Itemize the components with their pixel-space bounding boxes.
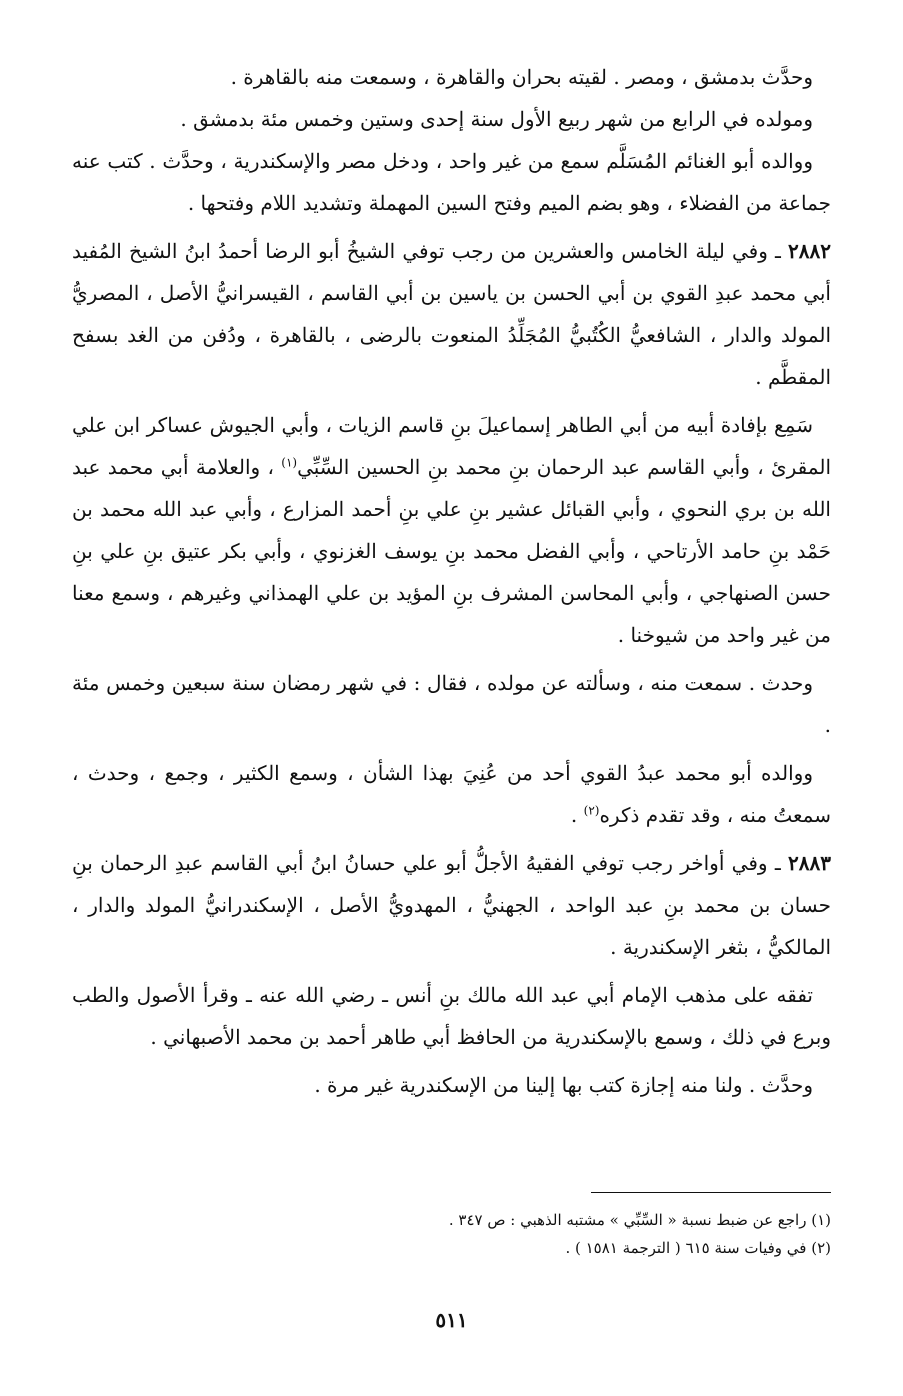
page-number: ٥١١ xyxy=(435,1308,468,1332)
paragraph-text-after: . xyxy=(570,803,584,827)
footnote-marker-2[interactable]: (٢) xyxy=(583,803,600,818)
footnote-2: (٢) في وفيات سنة ٦١٥ ( الترجمة ١٥٨١ ) . xyxy=(565,1239,831,1257)
paragraph-7 xyxy=(72,752,831,836)
entry-2882 xyxy=(72,230,831,398)
main-text xyxy=(72,56,831,1106)
book-page xyxy=(72,56,831,1356)
paragraph-text: ومولده في الرابع من شهر ربيع الأول سنة إحدى وستين وخمس مئة بدمشق . xyxy=(180,107,813,131)
paragraph-2 xyxy=(72,98,831,140)
paragraph-5 xyxy=(72,404,831,656)
paragraph-1 xyxy=(72,56,831,98)
footnote-divider xyxy=(591,1192,831,1193)
entry-text: ـ وفي أواخر رجب توفي الفقيهُ الأجلُّ أبو علي حسانُ ابنُ أبي القاسم عبدِ الرحمان بنِ حسان بن محمد بنِ عبد الواحد ، الجهنيُّ ، المهدويُّ الأصل ، الإسكندرانيُّ المولد والدار ، المالكيُّ ، بثغر الإسكندرية . xyxy=(72,851,831,959)
paragraph-text: وحدَّث . ولنا منه إجازة كتب بها إلينا من الإسكندرية غير مرة . xyxy=(314,1073,813,1097)
paragraph-6 xyxy=(72,662,831,746)
paragraph-text-before: ووالده أبو محمد عبدُ القوي أحد من عُنِيَ بهذا الشأن ، وسمع الكثير ، وجمع ، وحدث ، سمعتُ منه ، وقد تقدم ذكره xyxy=(72,761,831,827)
paragraph-3 xyxy=(72,140,831,224)
entry-2883 xyxy=(72,842,831,968)
paragraph-text: ووالده أبو الغنائم المُسَلَّم سمع من غير واحد ، ودخل مصر والإسكندرية ، وحدَّث . كتب عنه جماعة من الفضلاء ، وهو بضم الميم وفتح السين المهملة وتشديد اللام وفتحها . xyxy=(72,149,831,215)
footnotes xyxy=(72,1206,831,1262)
paragraph-text: وحدث . سمعت منه ، وسألته عن مولده ، فقال : في شهر رمضان سنة سبعين وخمس مئة . xyxy=(72,671,831,737)
paragraph-text-after: ، والعلامة أبي محمد عبد الله بن بري النحوي ، وأبي القبائل عشير بنِ علي بنِ أحمد المزارع ، وأبي عبد الله محمد بن حَمْد بنِ حامد الأرتاحي ، وأبي الفضل محمد بنِ يوسف الغزنوي ، وأبي بكر عتيق بنِ علي بنِ حسن الصنهاجي ، وأبي المحاسن المشرف بنِ المؤيد بن علي الهمذاني وغيرهم ، وسمع معنا من غير واحد من شيوخنا . xyxy=(72,455,831,647)
paragraph-text-before: سَمِع بإفادة أبيه من أبي الطاهر إسماعيلَ بنِ قاسم الزيات ، وأبي الجيوش عساكر ابن علي المقرئ ، وأبي القاسم عبد الرحمان بنِ محمد بنِ الحسين السِّبِّي xyxy=(72,413,831,479)
footnote-marker-1[interactable]: (١) xyxy=(281,455,298,470)
entry-number: ٢٨٨٢ xyxy=(788,239,831,263)
paragraph-9 xyxy=(72,974,831,1058)
paragraph-10 xyxy=(72,1064,831,1106)
entry-text: ـ وفي ليلة الخامس والعشرين من رجب توفي الشيخُ أبو الرضا أحمدُ ابنُ الشيخ المُفيد أبي محمد عبدِ القوي بن أبي الحسن بن ياسين بن أبي القاسم ، القيسرانيُّ الأصل ، المصريُّ المولد والدار ، الشافعيُّ الكُتُبيُّ المُجَلِّدُ المنعوت بالرضى ، بالقاهرة ، ودُفن من الغد بسفح المقطَّم . xyxy=(72,239,831,389)
entry-number: ٢٨٨٣ xyxy=(788,851,831,875)
paragraph-text: وحدَّث بدمشق ، ومصر . لقيته بحران والقاهرة ، وسمعت منه بالقاهرة . xyxy=(230,65,813,89)
footnote-1: (١) راجع عن ضبط نسبة « السِّبِّي » مشتبه الذهبي : ص ٣٤٧ . xyxy=(448,1211,831,1229)
paragraph-text: تفقه على مذهب الإمام أبي عبد الله مالك بنِ أنس ـ رضي الله عنه ـ وقرأ الأصول والطب وبرع في ذلك ، وسمع بالإسكندرية من الحافظ أبي طاهر أحمد بن محمد الأصبهاني . xyxy=(72,983,831,1049)
